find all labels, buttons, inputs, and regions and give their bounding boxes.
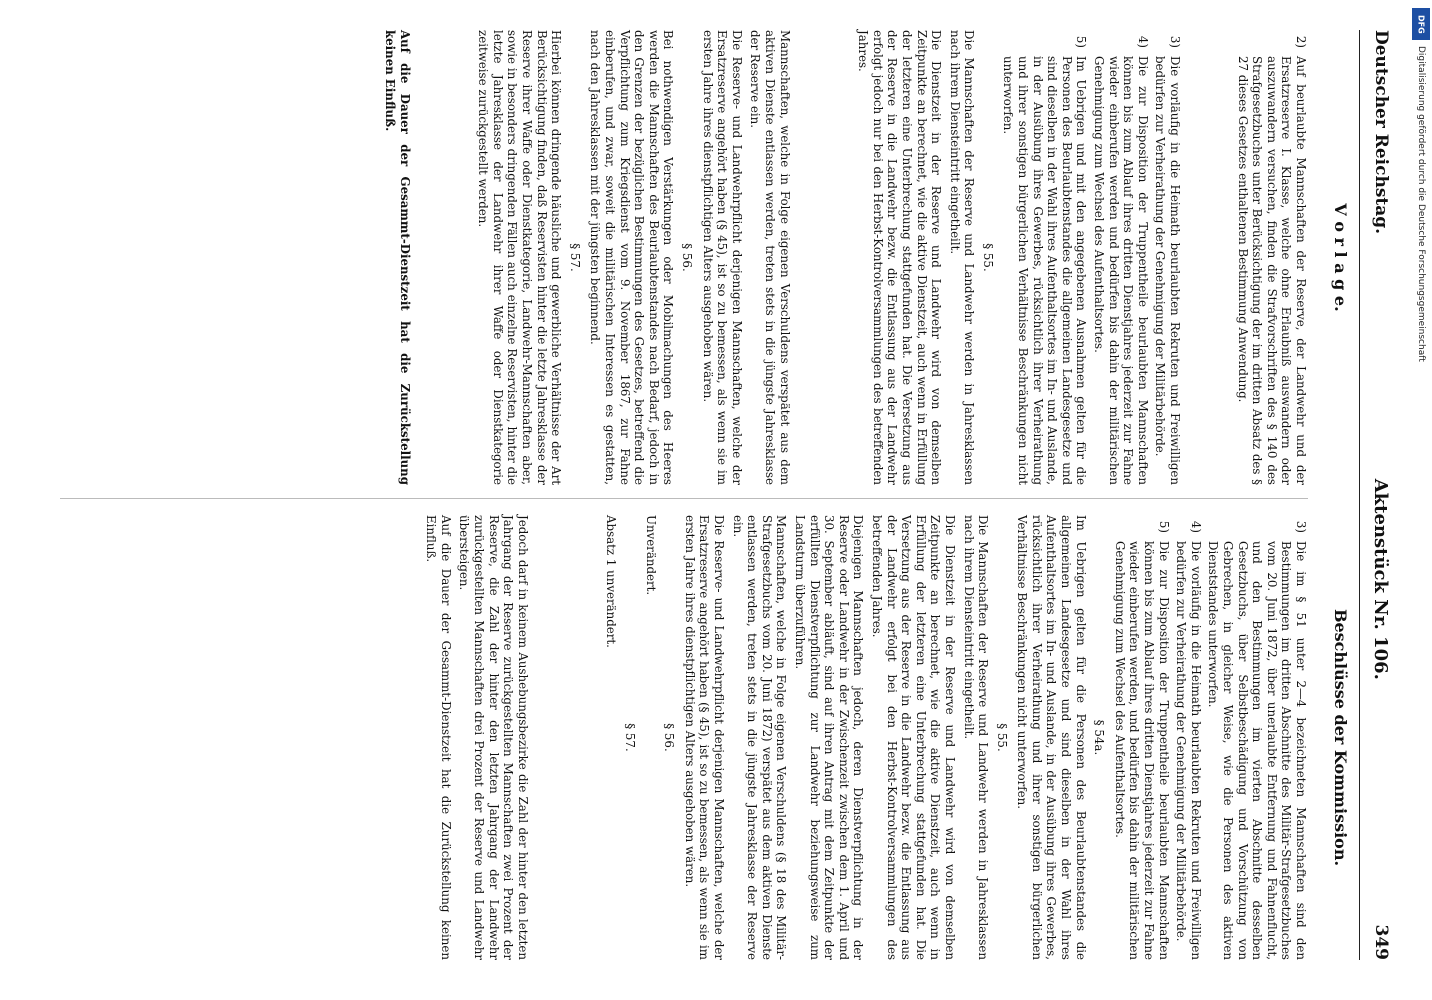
vorlage-item: [1001, 30, 1089, 485]
item-text: Die vorläufig in die Heimath beurlaubten Rekruten und Freiwilligen bedürfen zur Verheirathung der Genehmigung der Militärbehörde.: [1153, 56, 1183, 485]
paragraph: Die Dienstzeit in der Reserve und Landwehr wird von demselben Zeitpunkte an berechnet, wie die aktive Dienstzeit, auch wenn in Erfüllung der letzteren eine Unterbrechung stattgefunden hat. Die Versetzung aus der Reserve in die Landwehr bezw. die Entlassung aus der Landwehr erfolgt jedoch nur bei den Herbst-Kontrolversammlungen des betreffenden Jahres.: [856, 30, 944, 485]
item-number: 5): [1156, 520, 1171, 533]
paragraph: Die Mannschaften der Reserve und Landwehr werden in Jahresklassen nach ihrem Diensteintritt eingetheilt.: [947, 30, 977, 485]
section-heading: § 56.: [680, 243, 694, 272]
item-text: Im Uebrigen und mit den angegebenen Ausnahmen gelten für die Personen des Beurlaubtenstandes die allgemeinen Landesgesetze und sind dieselben in der Wahl ihres Aufenthaltsortes im In- und Auslande, in der Ausübung ihres Gewerbes, rücksichtlich ihrer Verheirathung und ihrer sonstigen bürgerlichen Verhältnisse Beschränkungen nicht unterworfen.: [1001, 56, 1089, 485]
paragraph: Die Dienstzeit in der Reserve und Landwehr wird von demselben Zeitpunkte an berechnet, wie die aktive Dienstzeit, auch wenn in Erfüllung der letzteren eine Unterbrechung stattgefunden hat. Die Versetzung aus der Reserve in die Landwehr bezw. die Entlassung aus der Landwehr erfolgt bei den Herbst-Kontrolversammlungen des betreffenden Jahres.: [869, 515, 957, 960]
item-text: Die im § 51 unter 2—4 bezeichneten Mannschaften sind den Bestimmungen im dritten Abschnitte des Militär-Strafgesetzbuches vom 20. Juni 1872, über unerlaubte Entfernung und Fahnenflucht, und den Bestimmungen im vierten Abschnitte desselben Gesetzbuchs, über Selbstbeschädigung und Vorschützung von Gebrechen, in gleicher Weise, wie die Personen des aktiven Dienststandes unterworfen.: [1206, 541, 1308, 960]
vorlage-item: [1091, 30, 1149, 485]
paragraph: Die Reserve- und Landwehrpflicht derjenigen Mannschaften, welche der Ersatzreserve angehört haben (§ 45), ist so zu bemessen, als wenn sie im ersten Jahre ihres dienstpflichtigen Alters ausgehoben wären.: [700, 30, 744, 485]
kommission-item: [1112, 515, 1170, 960]
item-number: 4): [1188, 520, 1203, 533]
paragraph: Die Reserve- und Landwehrpflicht derjenigen Mannschaften, welche der Ersatzreserve angehört haben (§ 45), ist so zu bemessen, als wenn sie im ersten Jahre ihres dienstpflichtigen Alters ausgehoben wären.: [682, 515, 727, 960]
kommission-item: [1206, 515, 1308, 960]
paragraph: Mannschaften, welche in Folge eigenen Verschuldens (§ 18 des Militär-Strafgesetzbuchs vom 20. Juni 1872) verspätet aus dem aktiven Dienste entlassen werden, treten stets in die jüngste Jahresklasse der Reserve ein.: [730, 515, 789, 960]
paragraph: Jedoch darf in keinem Aushebungsbezirke die Zahl der hinter den letzten Jahrgang der Reserve zurückgestellten Mannschaften zwei Prozent der Reserve, die Zahl der hinter den letzten Jahrgang der Landwehr zurückgestellten Mannschaften drei Prozent der Reserve und Landwehr übersteigen.: [457, 515, 530, 960]
section-heading: § 55.: [994, 723, 1009, 752]
header-left: Deutscher Reichstag.: [1371, 30, 1391, 235]
item-number: 3): [1168, 35, 1183, 48]
item-text: Die vorläufig in die Heimath beurlaubten Rekruten und Freiwilligen bedürfen zur Verheirathung der Genehmigung der Militärbehörde.: [1174, 541, 1203, 960]
column-divider: [60, 498, 1308, 499]
page-header: [1364, 30, 1398, 960]
paragraph: Im Uebrigen gelten für die Personen des Beurlaubtenstandes die allgemeinen Landesgesetze und sind dieselben in der Wahl ihres Aufenthaltsortes im In- und Auslande, in der Ausübung ihres Gewerbes, rücksichtlich ihrer Verheirathung und ihrer sonstigen bürgerlichen Verhältnisse Beschränkungen nicht unterworfen.: [1015, 515, 1088, 960]
paragraph: Absatz 1 unverändert.: [604, 515, 619, 648]
kommission-title: Beschlüsse der Kommission.: [1331, 608, 1350, 867]
item-text: Auf beurlaubte Mannschaften der Reserve, der Landwehr und der Ersatzreserve I. Klasse, welche ohne Erlaubniß auswandern oder auszuwandern versuchen, finden die Strafvorschriften des § 140 des Strafgesetzbuches unter Berücksichtigung der im dritten Absatz des § 27 dieses Gesetzes enthaltenen Bestimmung Anwendung.: [1235, 56, 1308, 485]
section-heading: § 56.: [662, 723, 677, 752]
kommission-item: [1174, 515, 1203, 960]
paragraph: Hierbei können dringende häusliche und gewerbliche Verhältnisse der Art Berücksichtigung finden, daß Reservisten hinter die letzte Jahresklasse der Reserve ihrer Waffe oder Dienstkategorie, Landwehr-Mannschaften aber, sowie in besonders dringenden Fällen auch einzelne Reservisten, hinter die letzte Jahresklasse der Landwehr ihrer Waffe oder Dienstkategorie zeitweise zurückgestellt werden.: [476, 30, 564, 485]
kommission-column: [420, 515, 1308, 960]
paragraph: Mannschaften, welche in Folge eigenen Verschuldens verspätet aus dem aktiven Dienste entlassen werden, treten stets in die jüngste Jahresklasse der Reserve ein.: [748, 30, 792, 485]
item-number: 4): [1135, 35, 1150, 48]
vorlage-item: [1235, 30, 1308, 485]
section-heading: § 57.: [567, 243, 582, 272]
item-number: 3): [1294, 520, 1308, 533]
vorlage-item: [1153, 30, 1182, 485]
paragraph: Auf die Dauer der Gesammt-Dienstzeit hat die Zurückstellung keinen Einfluß.: [383, 30, 412, 485]
item-number: 5): [1074, 35, 1089, 48]
vorlage-column: [379, 30, 1309, 485]
header-rule: [1359, 30, 1360, 960]
vorlage-title: V o r l a g e.: [1331, 203, 1350, 312]
paragraph: Auf die Dauer der Gesammt-Dienstzeit hat die Zurückstellung keinen Einfluß.: [424, 515, 453, 960]
section-heading: § 57.: [623, 723, 638, 752]
item-text: Die zur Disposition der Truppentheile beurlaubten Mannschaften können bis zum Ablauf ihres dritten Dienstjahres jederzeit zur Fahne wieder einberufen werden und bedürfen bis dahin der militärischen Genehmigung zum Wechsel des Aufenthaltsortes.: [1092, 56, 1150, 485]
section-heading: § 54a.: [1092, 719, 1107, 756]
digitization-credit: Digitalisierung gefördert durch die Deutsche Forschungsgemeinschaft: [1416, 46, 1426, 362]
paragraph: Die Mannschaften der Reserve und Landwehr werden in Jahresklassen nach ihrem Diensteintritt eingetheilt.: [961, 515, 991, 960]
item-text: Die zur Disposition der Truppentheile beurlaubten Mannschaften können bis zum Ablauf ihres dritten Dienstjahres jederzeit zur Fahne wieder einberufen werden, und bedürfen bis dahin der militärischen Genehmigung zum Wechsel des Aufenthaltsortes.: [1112, 541, 1171, 960]
paragraph: Diejenigen Mannschaften jedoch, deren Dienstverpflichtung in der Reserve oder Landwehr in der Zwischenzeit zwischen dem 1. April und 30. September abläuft, sind auf ihren Antrag mit dem Zeitpunkte der erfüllten Dienstverpflichtung zur Landwehr beziehungsweise zum Landsturm überzuführen.: [793, 515, 866, 960]
section-heading: § 55.: [980, 243, 995, 272]
page-number: 349: [1371, 924, 1391, 960]
paragraph: Unverändert.: [643, 515, 658, 596]
header-center: Aktenstück Nr. 106.: [1370, 478, 1392, 680]
paragraph: Bei nothwendigen Verstärkungen oder Mobilmachungen des Heeres werden die Mannschaften des Beurlaubtenstandes nach Bedarf, jedoch in den Grenzen der bezüglichen Bestimmungen des Gesetzes, betreffend die Verpflichtung zum Kriegsdienst vom 9. November 1867, zur Fahne einberufen, und zwar, soweit die militärischen Interessen es gestatten, nach den Jahresklassen mit der jüngsten beginnend.: [588, 30, 676, 485]
item-number: 2): [1294, 35, 1308, 48]
dfg-logo: DFG: [1412, 8, 1430, 40]
